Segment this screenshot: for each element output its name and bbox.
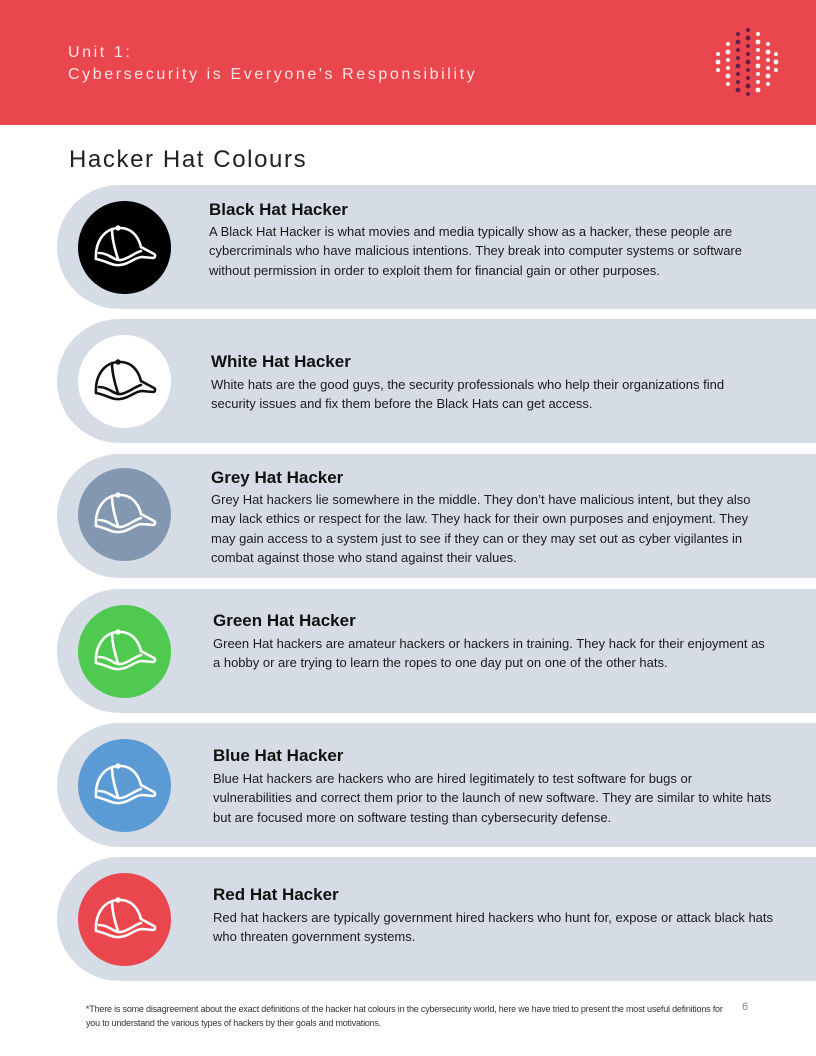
grey-cap-icon [90,484,160,544]
blue-cap-icon [90,755,160,815]
logo-dot [736,40,741,45]
hat-circle-black [78,201,171,294]
logo-dot [726,74,731,79]
logo-dot [766,74,771,79]
white-cap-icon [90,351,160,411]
hat-card-blue [57,723,816,847]
logo-dot [716,68,720,72]
unit-subtitle: Cybersecurity is Everyone's Responsibility [68,66,478,83]
logo-dot [736,64,741,69]
logo-dot [756,72,760,76]
logo-dot [756,56,760,60]
logo-dot [756,80,760,84]
logo-dot [756,32,760,36]
logo-dot [756,40,761,45]
logo-dot [766,66,770,70]
unit-heading [68,42,477,86]
hat-description: White hats are the good guys, the security professionals who help their organizations find security issues and fix them before the Black Hats can get access. [211,377,725,412]
logo-dot [756,64,761,69]
hat-title: Green Hat Hacker [213,611,356,630]
dot-logo-icon [712,24,782,102]
footnote: *There is some disagreement about the exact definitions of the hacker hat colours in the cybersecurity world, here we have tried to present the most useful definitions for you to understand the various types of hackers by their goals and motivations. [86,1004,723,1028]
logo-dot [774,68,778,72]
header-banner [0,0,816,125]
logo-dot [746,76,750,80]
logo-dot [746,28,750,32]
logo-dot [746,92,750,96]
hat-title: Black Hat Hacker [209,200,348,219]
logo-dot [746,68,750,72]
logo-dot [736,80,740,84]
logo-dot [716,52,720,56]
logo-dot [746,36,751,41]
logo-dot [746,44,750,48]
hat-card-black [57,185,816,309]
logo-dot [766,50,771,55]
hat-title: Red Hat Hacker [213,885,339,904]
hat-card-white [57,319,816,443]
logo-dot [736,56,740,60]
hat-title: Blue Hat Hacker [213,746,344,765]
hat-circle-blue [78,739,171,832]
red-cap-icon [90,889,160,949]
logo-dot [736,72,740,76]
hat-circle-grey [78,468,171,561]
logo-dot [716,60,721,65]
logo-dot [726,66,730,70]
page-number: 6 [742,1001,749,1013]
logo-dot [726,82,730,86]
hat-description: Blue Hat hackers are hackers who are hired legitimately to test software for bugs or vulnerabilities and correct them prior to the launch of new software. They are similar to white hats but are focused more on software testing than cybersecurity defense. [213,771,772,825]
green-cap-icon [90,621,160,681]
logo-dot [756,48,760,52]
logo-dot [736,48,740,52]
logo-dot [766,82,770,86]
hat-circle-red [78,873,171,966]
logo-dot [726,50,731,55]
unit-label: Unit 1: [68,44,133,61]
logo-dot [774,60,779,65]
hat-description: A Black Hat Hacker is what movies and media typically show as a hacker, these people are cybercriminals who have malicious intentions. They break into computer systems or software without permission in order to exploit them for financial gain or other purposes. [209,224,742,278]
logo-dot [746,84,751,89]
logo-dot [736,88,741,93]
logo-dot [746,52,750,56]
logo-dot [766,58,770,62]
page-title: Hacker Hat Colours [69,146,308,173]
hat-circle-green [78,605,171,698]
hat-title: Grey Hat Hacker [211,468,344,487]
hat-card-red [57,857,816,981]
logo-dot [774,52,778,56]
hat-description: Red hat hackers are typically government hired hackers who hunt for, expose or attack black hats who threaten government systems. [213,910,774,945]
logo-dot [726,58,730,62]
hat-circle-white [78,335,171,428]
hat-title: White Hat Hacker [211,352,351,371]
hat-description: Green Hat hackers are amateur hackers or hackers in training. They hack for their enjoyment as a hobby or are trying to learn the ropes to one day put on one of the other hats. [213,636,765,671]
logo-dot [726,42,730,46]
logo-dot [756,88,761,93]
logo-dot [766,42,770,46]
black-cap-icon [90,217,160,277]
hat-description: Grey Hat hackers lie somewhere in the middle. They don’t have malicious intent, but they also may lack ethics or respect for the law. They hack for their own purposes and enjoyment. They may gain access to a system just to see if they can or they may set out as cyber vigilantes in combat against those who stand against their values. [211,492,751,566]
hat-card-green [57,589,816,713]
logo-dot [746,60,751,65]
hat-card-grey [57,454,816,578]
logo-dot [736,32,740,36]
